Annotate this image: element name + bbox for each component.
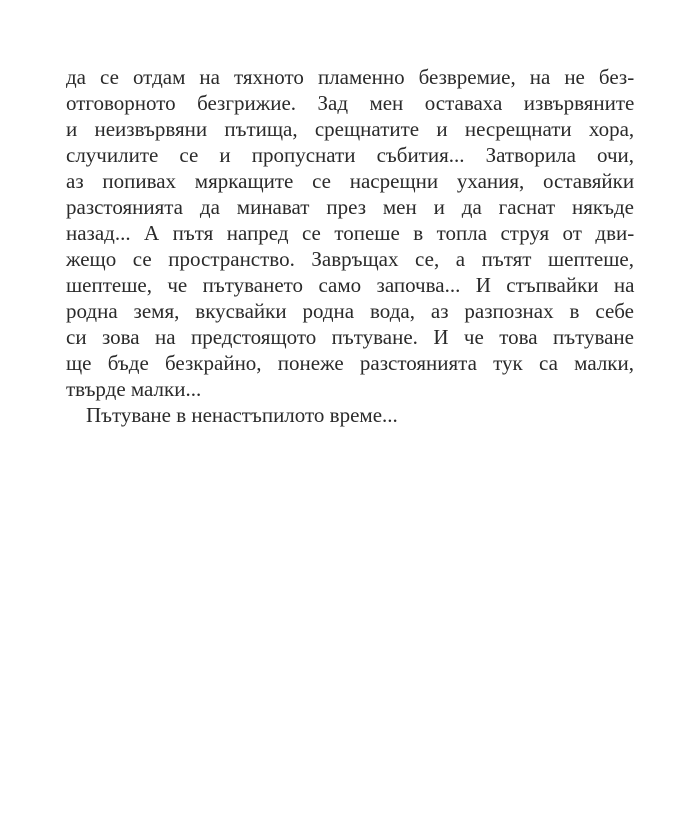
text-line: си зова на предстоящото пътуване. И че това пътуване: [66, 325, 634, 349]
text-line: разстоянията да минават през мен и да гаснат някъде: [66, 195, 634, 219]
closing-line: Пътуване в ненастъпилото време...: [86, 403, 398, 427]
text-line: жещо се пространство. Завръщах се, а пътят шептеше,: [66, 247, 634, 271]
text-line: ще бъде безкрайно, понеже разстоянията тук са малки,: [66, 351, 634, 375]
text-line: случилите се и пропуснати събития... Затворила очи,: [66, 143, 634, 167]
text-line: отговорното безгрижие. Зад мен оставаха извървяните: [66, 91, 635, 115]
text-line: аз попивах мяркащите се насрещни ухания, оставяйки: [66, 169, 635, 193]
text-line: да се отдам на тяхното пламенно безвремие, на не без-: [66, 65, 635, 89]
body-text: [66, 64, 634, 428]
text-line: твърде малки...: [66, 377, 202, 401]
text-line: шептеше, че пътуването само започва... И стъпвайки на: [66, 273, 635, 297]
text-line: родна земя, вкусвайки родна вода, аз разпознах в себе: [66, 299, 634, 323]
text-line: назад... А пътя напред се топеше в топла струя от дви-: [66, 221, 635, 245]
text-line: и неизвървяни пътища, срещнатите и несрещнати хора,: [66, 117, 635, 141]
